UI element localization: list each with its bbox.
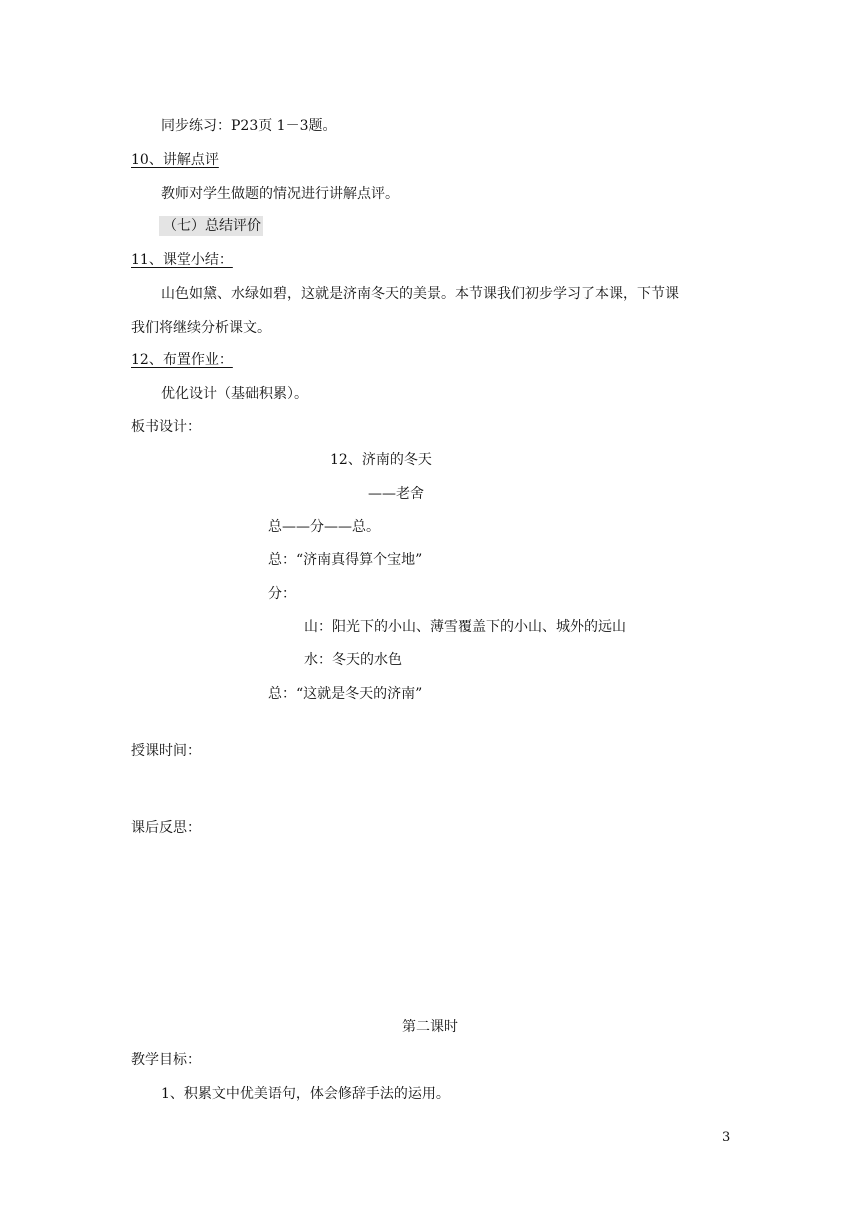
teaching-time-label: 授课时间：: [131, 743, 201, 759]
page-number: 3: [722, 1130, 731, 1145]
board-author: ——老舍: [368, 486, 424, 502]
goal-1: 1、积累文中优美语句，体会修辞手法的运用。: [161, 1086, 450, 1102]
board-title: 12、济南的冬天: [330, 452, 432, 468]
board-mountain: 山：阳光下的小山、薄雪覆盖下的小山、城外的远山: [304, 619, 626, 635]
reflection-label: 课后反思：: [131, 820, 201, 836]
board-structure: 总——分——总。: [268, 519, 380, 535]
heading-12: 12、布置作业：: [131, 352, 233, 368]
homework-text: 优化设计（基础积累）。: [161, 386, 308, 402]
board-part: 分：: [268, 586, 296, 602]
heading-10: 10、讲解点评: [131, 152, 219, 168]
board-water: 水：冬天的水色: [304, 652, 402, 668]
heading-11: 11、课堂小结：: [131, 252, 233, 268]
goals-label: 教学目标：: [131, 1052, 201, 1068]
practice-text: 同步练习：P23页 1－3题。: [161, 118, 337, 134]
summary-line-1: 山色如黛、水绿如碧，这就是济南冬天的美景。本节课我们初步学习了本课，下节课: [161, 286, 679, 302]
summary-line-2: 我们将继续分析课文。: [131, 320, 271, 336]
second-lesson-title: 第二课时: [402, 1019, 458, 1035]
board-total-1: 总：“济南真得算个宝地”: [268, 552, 423, 568]
comment-text: 教师对学生做题的情况进行讲解点评。: [161, 186, 399, 202]
board-total-2: 总：“这就是冬天的济南”: [268, 686, 423, 702]
board-label: 板书设计：: [131, 419, 201, 435]
section-7-heading: （七）总结评价: [159, 216, 263, 236]
